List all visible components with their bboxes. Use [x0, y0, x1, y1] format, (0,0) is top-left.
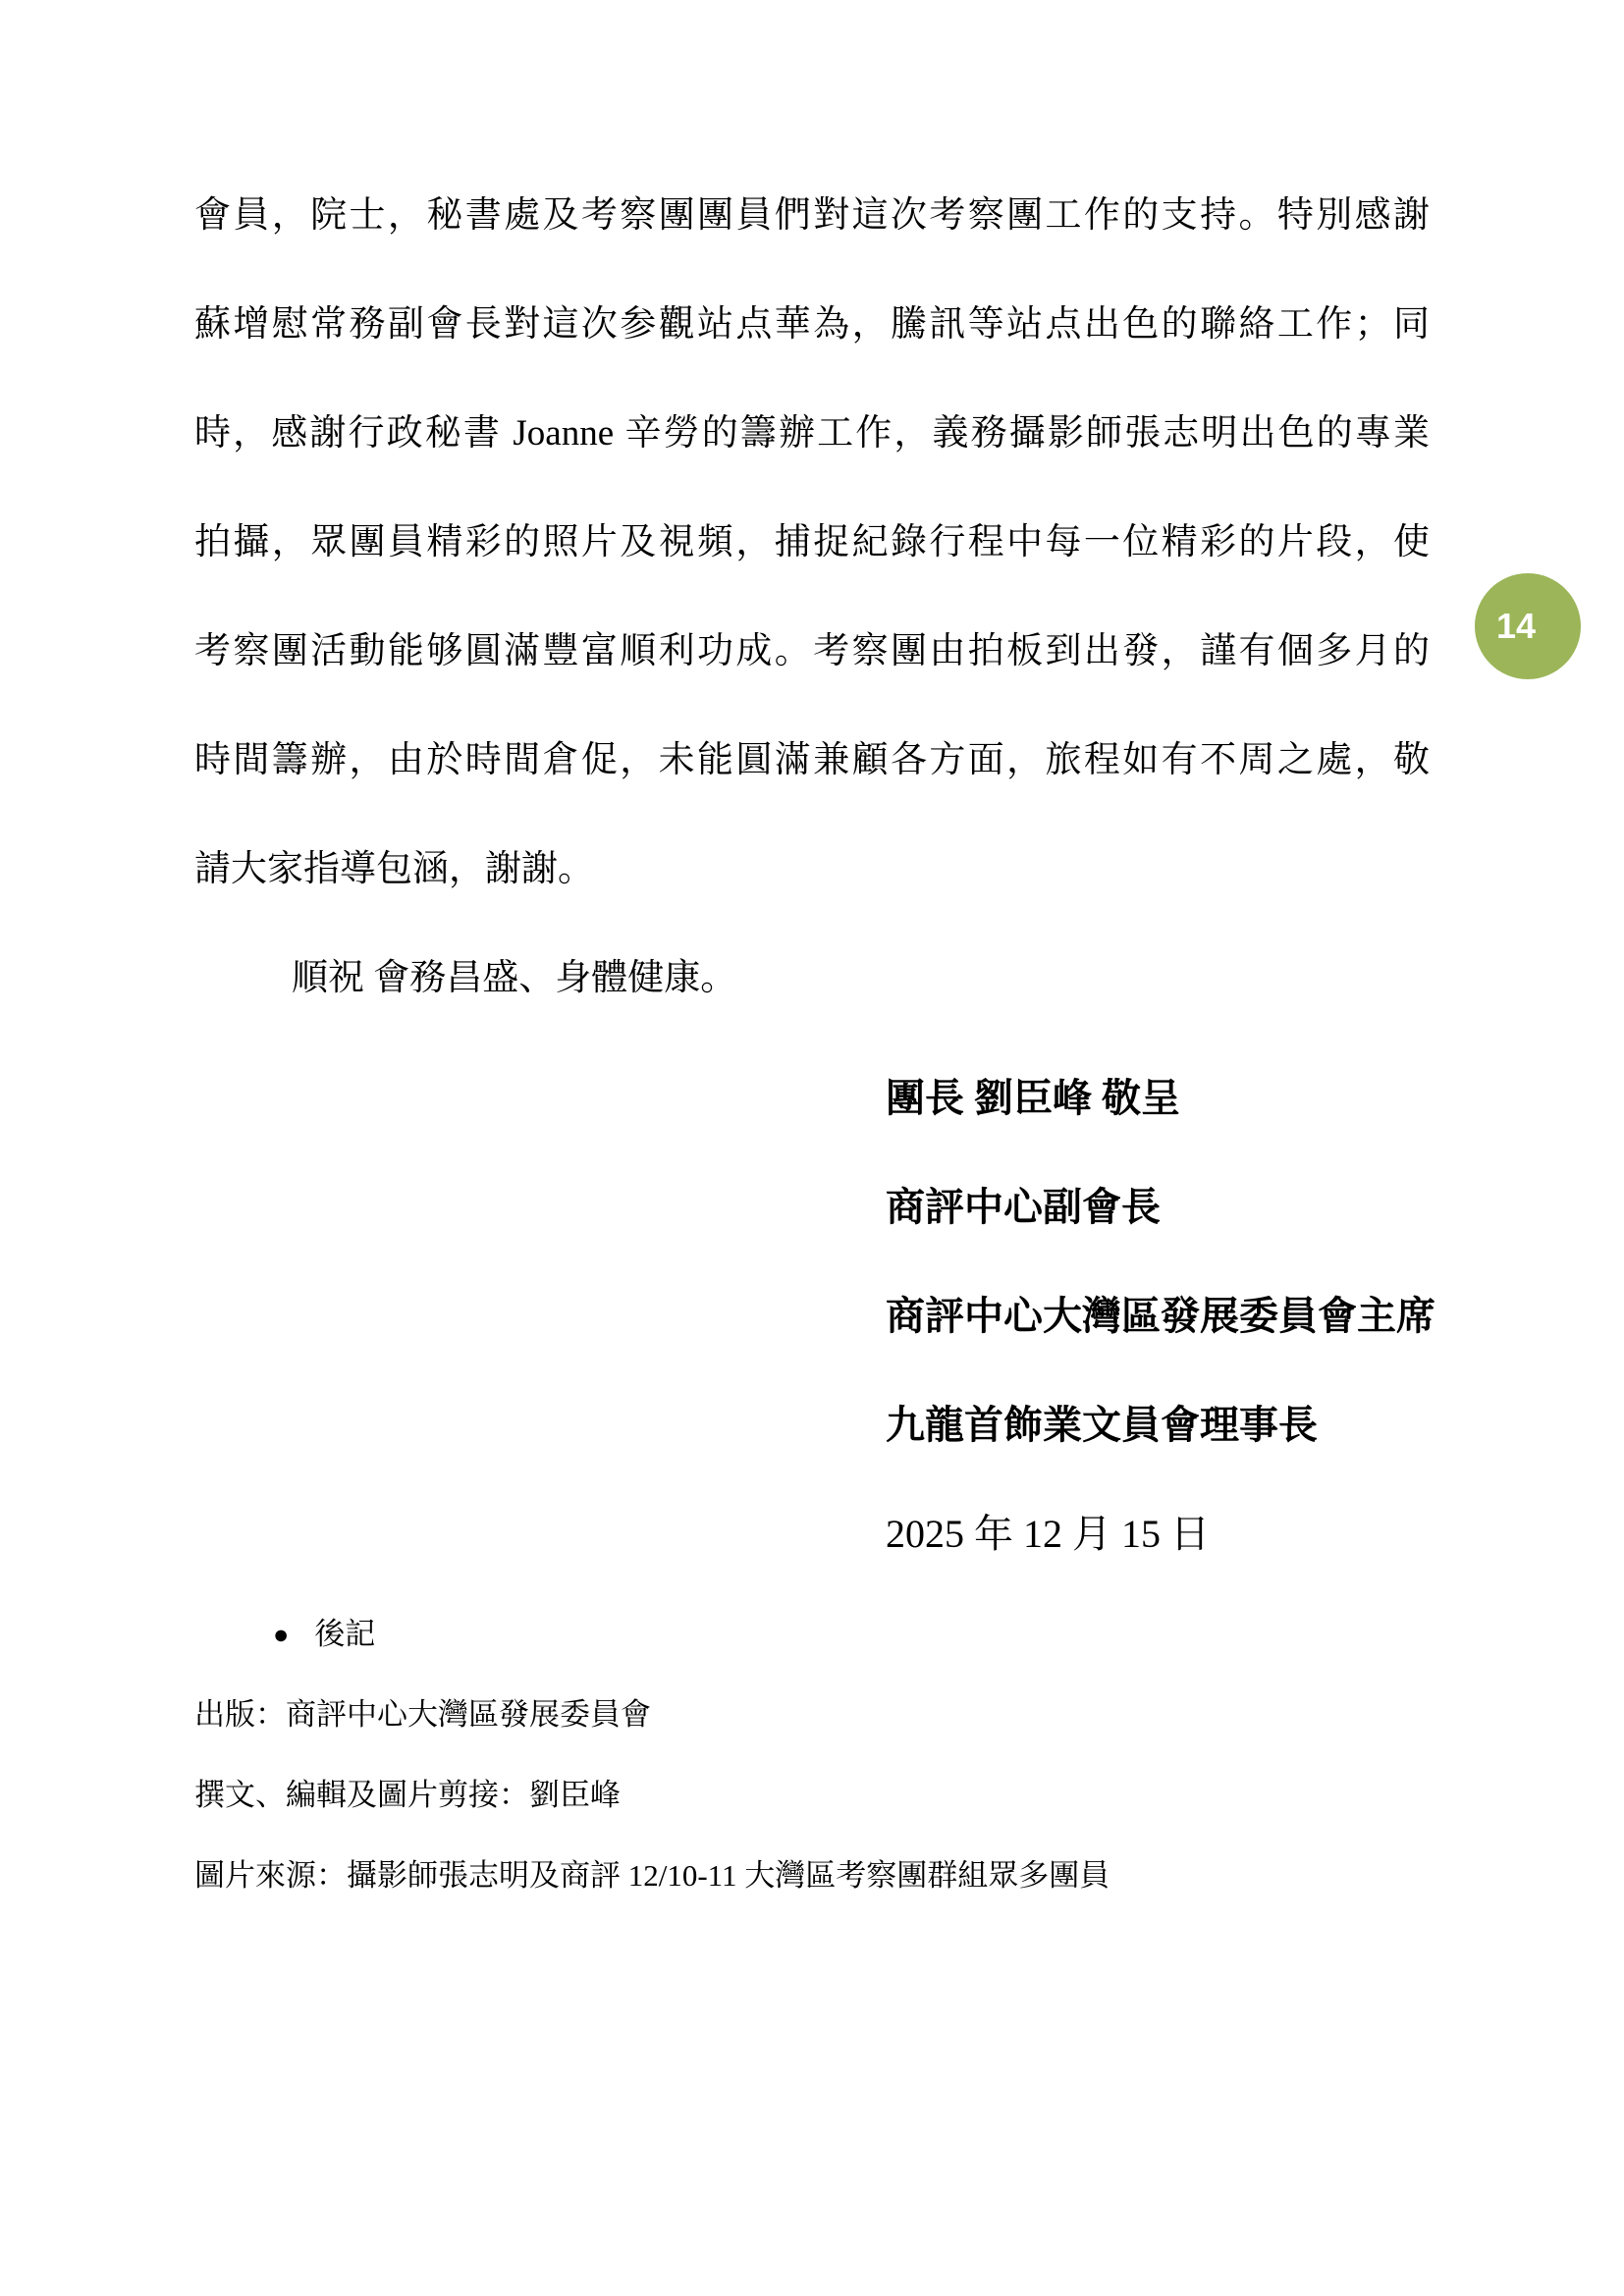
- footer-editor-line: 撰文、編輯及圖片剪接：劉臣峰: [194, 1778, 621, 1812]
- bullet-icon: ●: [273, 1620, 290, 1649]
- footer-publisher-line: 出版：商評中心大灣區發展委員會: [194, 1697, 651, 1732]
- body-line: 請大家指導包涵，謝謝。: [194, 849, 594, 889]
- body-line: 考察團活動能够圓滿豐富順利功成。考察團由拍板到出發，謹有個多月的: [194, 631, 1430, 671]
- letter-body: [194, 161, 1430, 1033]
- postscript-label: 後記: [314, 1617, 376, 1651]
- body-line: 時，感謝行政秘書 Joanne 辛勞的籌辦工作，義務攝影師張志明出色的專業: [194, 413, 1430, 454]
- body-line: 時間籌辦，由於時間倉促，未能圓滿兼顧各方面，旅程如有不周之處，敬: [194, 740, 1430, 780]
- footer-photo-credit-line: 圖片來源：攝影師張志明及商評 12/10-11 大灣區考察團群組眾多團員: [194, 1858, 1110, 1893]
- closing-wish-line: 順祝 會務昌盛、身體健康。: [292, 958, 737, 998]
- signature-line-leader: 團長 劉臣峰 敬呈: [886, 1076, 1180, 1120]
- page-number: 14: [1496, 606, 1537, 646]
- signature-date: 2025 年 12 月 15 日: [886, 1512, 1210, 1556]
- signature-line-title-1: 商評中心副會長: [886, 1185, 1161, 1229]
- signature-line-title-2: 商評中心大灣區發展委員會主席: [886, 1294, 1435, 1338]
- footer-block: [194, 1594, 1110, 1916]
- signature-line-title-3: 九龍首飾業文員會理事長: [886, 1403, 1318, 1447]
- body-line: 蘇增慰常務副會長對這次参觀站点華為，騰訊等站点出色的聯絡工作；同: [194, 304, 1430, 345]
- body-line: 拍攝，眾團員精彩的照片及視頻，捕捉紀錄行程中每一位精彩的片段，使: [194, 522, 1430, 562]
- page-number-badge: [1475, 573, 1581, 679]
- signature-block: [886, 1043, 1435, 1588]
- postscript-heading: [194, 1594, 1110, 1675]
- body-line: 會員，院士，秘書處及考察團團員們對這次考察團工作的支持。特別感謝: [194, 195, 1430, 236]
